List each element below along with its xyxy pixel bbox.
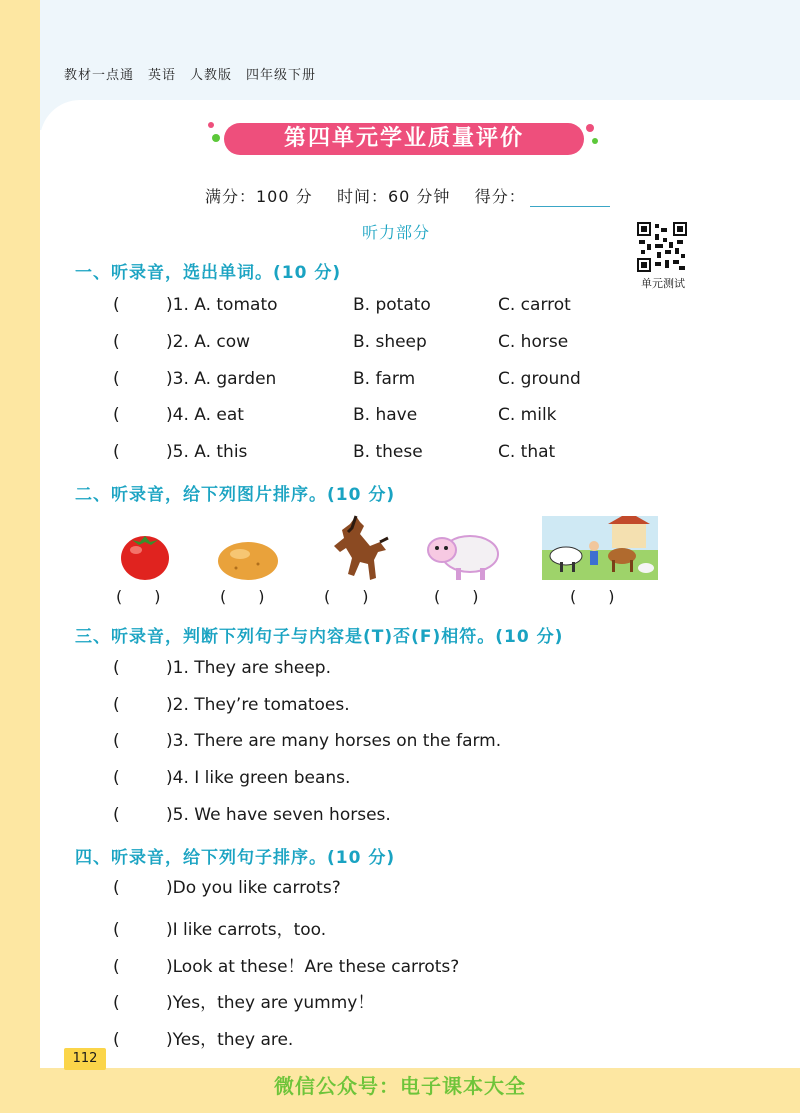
page-title: 第四单元学业质量评价 xyxy=(283,126,524,151)
picture-4-blank[interactable]: ( ) xyxy=(434,587,479,606)
option-c: C. horse xyxy=(498,332,569,352)
score-field[interactable] xyxy=(530,188,610,207)
list-item xyxy=(113,988,374,1013)
section-2-heading: 二、听录音，给下列图片排序。(10 分) xyxy=(75,485,396,505)
answer-blank[interactable]: ( xyxy=(113,768,120,788)
page-side-strip xyxy=(0,0,40,1113)
answer-blank[interactable]: ( xyxy=(113,369,120,389)
horse-picture xyxy=(320,512,390,584)
option-a: )2. A. cow xyxy=(166,332,251,352)
answer-blank[interactable]: ( xyxy=(113,332,120,352)
footer-watermark: 微信公众号：电子课本大全 xyxy=(274,1074,526,1098)
picture-2-blank[interactable]: ( ) xyxy=(220,587,265,606)
answer-blank[interactable]: ( xyxy=(113,731,120,751)
option-c: C. carrot xyxy=(498,295,571,315)
list-item xyxy=(113,915,326,940)
option-b: B. have xyxy=(353,405,418,425)
section-1-heading: 一、听录音，选出单词。(10 分) xyxy=(75,263,342,283)
answer-blank[interactable]: ( xyxy=(113,405,120,425)
listening-part-label: 听力部分 xyxy=(362,223,431,242)
option-c: C. that xyxy=(498,442,556,462)
list-item xyxy=(113,658,331,678)
exam-info xyxy=(205,184,610,207)
option-a: )3. A. garden xyxy=(166,369,277,389)
sentence-text: )5. We have seven horses. xyxy=(166,805,391,825)
option-b: B. sheep xyxy=(353,332,427,352)
farm-picture xyxy=(542,516,658,580)
full-score: 满分：100 分 xyxy=(205,187,313,206)
answer-blank[interactable]: ( xyxy=(113,442,120,462)
green-dot-icon xyxy=(212,134,220,142)
picture-5-blank[interactable]: ( ) xyxy=(570,587,615,606)
sentence-text: )4. I like green beans. xyxy=(166,768,351,788)
sentence-text: )Do you like carrots? xyxy=(166,878,341,898)
sheep-picture xyxy=(424,530,502,582)
answer-blank[interactable]: ( xyxy=(113,658,120,678)
answer-blank[interactable]: ( xyxy=(113,920,120,940)
page-number: 112 xyxy=(64,1048,106,1070)
potato-picture xyxy=(216,540,280,582)
answer-blank[interactable]: ( xyxy=(113,695,120,715)
option-a: )1. A. tomato xyxy=(166,295,278,315)
answer-blank[interactable]: ( xyxy=(113,1030,120,1050)
green-dot-icon xyxy=(592,138,598,144)
option-a: )5. A. this xyxy=(166,442,248,462)
time-limit: 时间：60 分钟 xyxy=(336,187,451,206)
answer-blank[interactable]: ( xyxy=(113,957,120,977)
picture-1-blank[interactable]: ( ) xyxy=(116,587,161,606)
option-b: B. these xyxy=(353,442,423,462)
tomato-picture xyxy=(118,528,172,582)
qr-code-icon[interactable] xyxy=(637,222,687,272)
picture-3-blank[interactable]: ( ) xyxy=(324,587,369,606)
qr-label: 单元测试 xyxy=(641,277,685,290)
sentence-text: )Yes，they are. xyxy=(166,1030,294,1050)
breadcrumb: 教材一点通 英语 人教版 四年级下册 xyxy=(64,68,317,83)
section-3-heading: 三、听录音，判断下列句子与内容是(T)否(F)相符。(10 分) xyxy=(75,627,564,647)
option-a: )4. A. eat xyxy=(166,405,244,425)
pink-dot-icon xyxy=(586,124,594,132)
title-banner xyxy=(210,118,600,160)
option-b: B. farm xyxy=(353,369,416,389)
answer-blank[interactable]: ( xyxy=(113,878,120,898)
list-item xyxy=(113,805,391,825)
option-c: C. ground xyxy=(498,369,581,389)
section-4-heading: 四、听录音，给下列句子排序。(10 分) xyxy=(75,848,396,868)
list-item xyxy=(113,695,350,715)
answer-blank[interactable]: ( xyxy=(113,295,120,315)
list-item xyxy=(113,1025,293,1050)
sentence-text: )3. There are many horses on the farm. xyxy=(166,731,502,751)
list-item xyxy=(113,768,350,788)
answer-blank[interactable]: ( xyxy=(113,993,120,1013)
list-item xyxy=(113,878,341,898)
sentence-text: )Look at these！Are these carrots? xyxy=(166,957,460,977)
list-item xyxy=(113,731,501,751)
sentence-text: )Yes，they are yummy！ xyxy=(166,993,375,1013)
option-c: C. milk xyxy=(498,405,557,425)
sentence-text: )1. They are sheep. xyxy=(166,658,331,678)
pink-dot-icon xyxy=(208,122,214,128)
sentence-text: )2. They’re tomatoes. xyxy=(166,695,350,715)
sentence-text: )I like carrots，too. xyxy=(166,920,327,940)
list-item xyxy=(113,952,459,977)
answer-blank[interactable]: ( xyxy=(113,805,120,825)
option-b: B. potato xyxy=(353,295,431,315)
score-label: 得分： xyxy=(474,187,526,206)
